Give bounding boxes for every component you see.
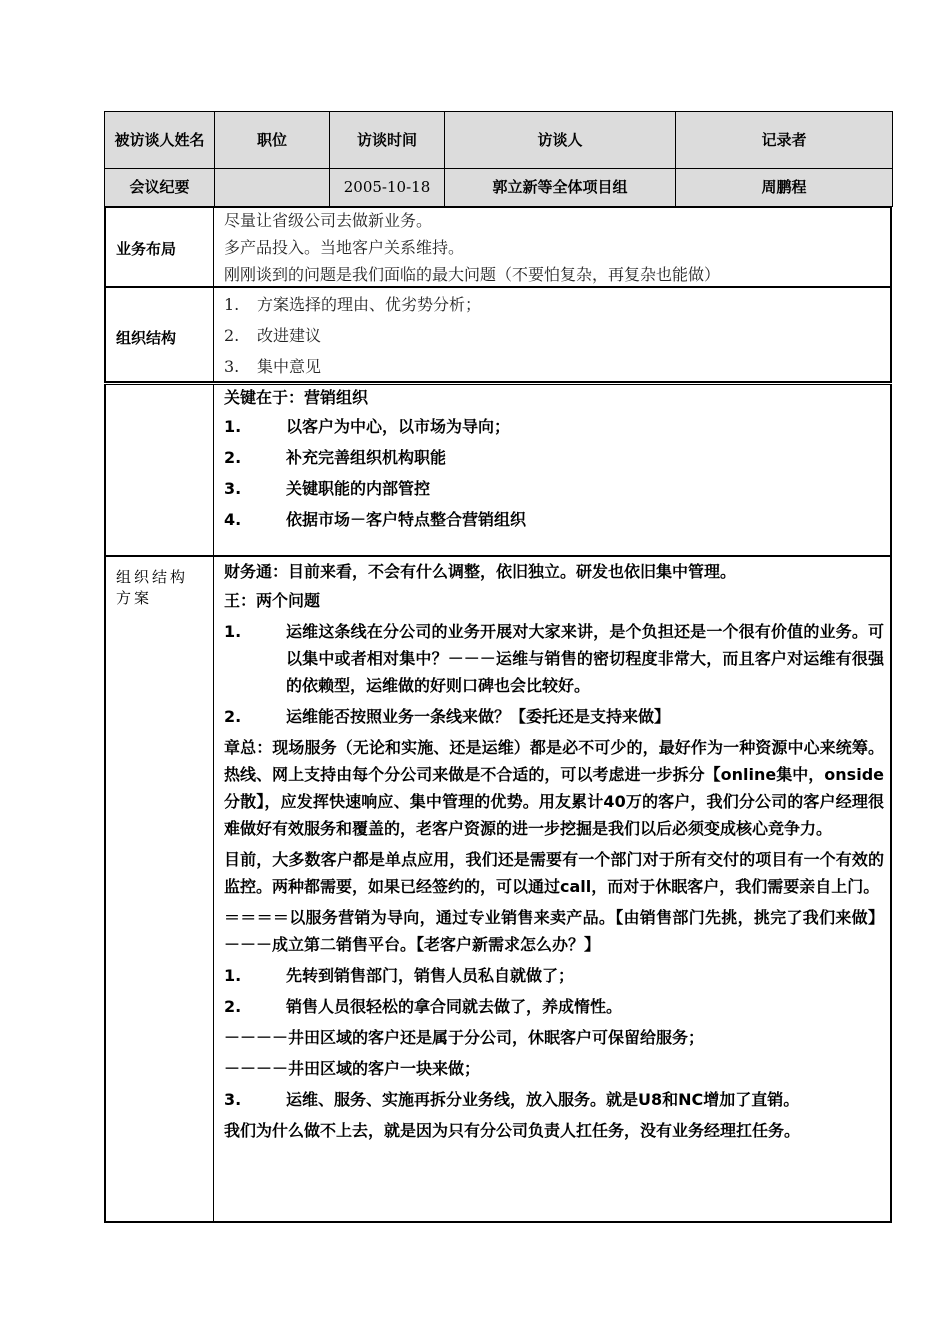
list-item: 3. 集中意见	[224, 357, 322, 376]
list-item: 1. 先转到销售部门，销售人员私自就做了；	[224, 966, 575, 985]
header-time: 访谈时间	[330, 112, 445, 169]
value-interviewee: 会议纪要	[105, 169, 215, 207]
text-line: 多产品投入。当地客户关系维持。	[224, 238, 465, 257]
section-label: 组织结构方案	[106, 557, 214, 1221]
header-table	[104, 111, 893, 207]
list-item: 1. 运维这条线在分公司的业务开展对大家来讲，是个负担还是一个很有价值的业务。可以集中或者相对集中？－－－运维与销售的密切程度非常大，而且客户对运维有很强的依赖型，运维做的好则口碑也会比较好。	[224, 622, 884, 695]
header-interviewer: 访谈人	[445, 112, 676, 169]
section-key	[104, 385, 892, 555]
divider	[104, 381, 892, 383]
list-item: 2. 补充完善组织机构职能	[224, 448, 447, 467]
header-recorder: 记录者	[676, 112, 893, 169]
section-plan	[104, 557, 892, 1221]
key-heading: 关键在于：营销组织	[224, 388, 369, 407]
paragraph: 目前，大多数客户都是单点应用，我们还是需要有一个部门对于所有交付的项目有一个有效的监控。两种都需要，如果已经签约的，可以通过call，而对于休眠客户，我们需要亲自上门。	[224, 850, 884, 896]
list-item: 2. 销售人员很轻松的拿合同就去做了，养成惰性。	[224, 997, 623, 1016]
header-values-row	[105, 169, 893, 207]
paragraph: 王：两个问题	[224, 591, 321, 610]
header-interviewee: 被访谈人姓名	[105, 112, 215, 169]
text-line: 尽量让省级公司去做新业务。	[224, 211, 433, 230]
list-item: 2. 运维能否按照业务一条线来做？【委托还是支持来做】	[224, 707, 671, 726]
value-recorder: 周鹏程	[676, 169, 893, 207]
list-item: 1. 以客户为中心，以市场为导向；	[224, 417, 511, 436]
value-position	[215, 169, 330, 207]
divider	[104, 1221, 892, 1223]
list-item: 4. 依据市场－客户特点整合营销组织	[224, 510, 527, 529]
text-line: 刚刚谈到的问题是我们面临的最大问题（不要怕复杂，再复杂也能做）	[224, 265, 721, 284]
list-item: 2. 改进建议	[224, 326, 322, 345]
header-row	[105, 112, 893, 169]
paragraph: 财务通：目前来看，不会有什么调整，依旧独立。研发也依旧集中管理。	[224, 562, 737, 581]
section-label: 组织结构	[106, 288, 214, 381]
list-item: 1. 方案选择的理由、优劣势分析；	[224, 295, 482, 314]
paragraph: －－－－井田区域的客户一块来做；	[224, 1059, 481, 1078]
value-interviewer: 郭立新等全体项目组	[445, 169, 676, 207]
section-label: 业务布局	[106, 208, 214, 286]
value-time: 2005-10-18	[330, 169, 445, 207]
section-org-structure	[104, 288, 892, 381]
section-label-empty	[106, 385, 214, 555]
list-item: 3. 关键职能的内部管控	[224, 479, 431, 498]
paragraph: 章总：现场服务（无论和实施、还是运维）都是必不可少的，最好作为一种资源中心来统筹。热线、网上支持由每个分公司来做是不合适的，可以考虑进一步拆分【online集中，onside分散】，应发挥快速响应、集中管理的优势。用友累计40万的客户，我们分公司的客户经理很难做好有效服务和覆盖的，老客户资源的进一步挖掘是我们以后必须变成核心竞争力。	[224, 738, 884, 838]
section-business-layout	[104, 208, 892, 286]
paragraph: 我们为什么做不上去，就是因为只有分公司负责人扛任务，没有业务经理扛任务。	[224, 1121, 801, 1140]
list-item: 3. 运维、服务、实施再拆分业务线，放入服务。就是U8和NC增加了直销。	[224, 1090, 800, 1109]
header-position: 职位	[215, 112, 330, 169]
paragraph: ＝＝＝＝以服务营销为导向，通过专业销售来卖产品。【由销售部门先挑，挑完了我们来做】－－－成立第二销售平台。【老客户新需求怎么办？】	[224, 908, 884, 954]
paragraph: －－－－井田区域的客户还是属于分公司，休眠客户可保留给服务；	[224, 1028, 705, 1047]
